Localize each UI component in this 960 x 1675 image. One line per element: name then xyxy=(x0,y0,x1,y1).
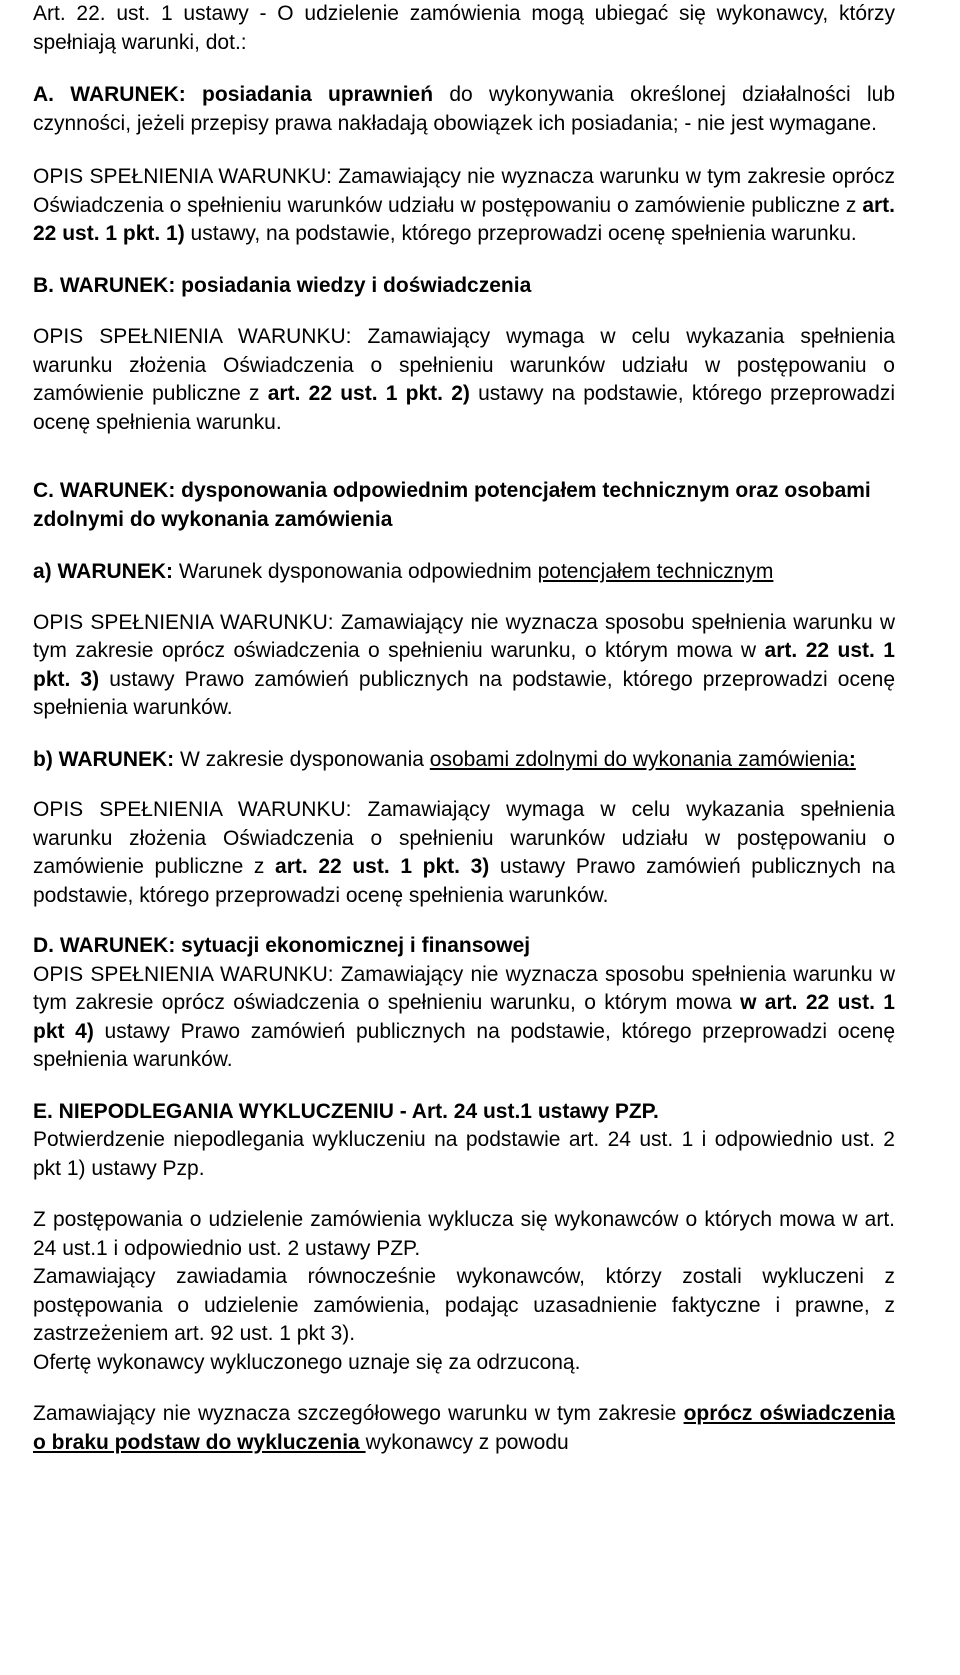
text-run: art. 22 ust. 1 pkt. 2) xyxy=(267,382,470,405)
text-run: Zamawiający nie wyznacza szczegółowego warunku w tym zakresie xyxy=(33,1402,684,1425)
text-run: C. WARUNEK: dysponowania odpowiednim potencjałem technicznym oraz osobami zdolnymi do wykonania zamówienia xyxy=(33,479,871,531)
text-run: w art. 22 ust. 1 pkt 4) xyxy=(33,991,895,1043)
text-run: a) WARUNEK: xyxy=(33,560,173,583)
paragraph xyxy=(33,0,895,57)
text-run: Zamawiający zawiadamia równocześnie wykonawców, którzy zostali wykluczeni z postępowania o udzielenie zamówienia, podając uzasadnienie faktyczne i prawne, z zastrzeżeniem art. 92 ust. 1 pkt 3). xyxy=(33,1265,895,1345)
text-run: Z postępowania o udzielenie zamówienia wyklucza się wykonawców o których mowa w art. 24 ust.1 i odpowiednio ust. 2 ustawy PZP. xyxy=(33,1208,895,1260)
text-run: Art. 22. ust. 1 ustawy - O udzielenie zamówienia mogą ubiegać się wykonawcy, którzy spełniają warunki, dot.: xyxy=(33,2,895,54)
text-run: Ofertę wykonawcy wykluczonego uznaje się za odrzuconą. xyxy=(33,1350,581,1374)
text-run: art. 22 ust. 1 pkt. 1) xyxy=(33,193,895,245)
text-run: ustawy na podstawie, którego przeprowadzi ocenę spełnienia warunku. xyxy=(33,382,895,434)
paragraph xyxy=(33,961,895,1075)
paragraph xyxy=(33,746,895,775)
document-body xyxy=(33,0,895,1457)
text-run: art. 22 ust. 1 pkt. 3) xyxy=(275,855,490,878)
paragraph xyxy=(33,81,895,138)
paragraph xyxy=(33,609,895,723)
text-run: do wykonywania określonej działalności lub czynności, jeżeli przepisy prawa nakładają obowiązek ich posiadania; - nie jest wymagane. xyxy=(33,83,895,135)
text-run: A. WARUNEK: posiadania uprawnień xyxy=(33,83,434,106)
paragraph xyxy=(33,1126,895,1183)
text-run: OPIS SPEŁNIENIA WARUNKU: Zamawiający wymaga w celu wykazania spełnienia warunku złożenia Oświadczenia o spełnieniu warunków udziału w postępowaniu o zamówienie publiczne z xyxy=(33,325,895,405)
text-run: art. 22 ust. 1 pkt. 3) xyxy=(33,639,895,691)
text-run: potencjałem technicznym xyxy=(537,560,774,583)
paragraph xyxy=(33,323,895,437)
paragraph xyxy=(33,1098,895,1127)
text-run: ustawy Prawo zamówień publicznych na podstawie, którego przeprowadzi ocenę spełnienia warunków. xyxy=(33,1019,895,1071)
paragraph xyxy=(33,1349,895,1378)
text-run: ustawy Prawo zamówień publicznych na podstawie, którego przeprowadzi ocenę spełnienia warunków. xyxy=(33,855,895,907)
text-run: D. WARUNEK: sytuacji ekonomicznej i finansowej xyxy=(33,934,531,957)
text-run: W zakresie dysponowania xyxy=(174,747,430,771)
text-run: Warunek dysponowania odpowiednim xyxy=(173,560,538,583)
paragraph xyxy=(33,1400,895,1457)
text-run: OPIS SPEŁNIENIA WARUNKU: Zamawiający wymaga w celu wykazania spełnienia warunku złożenia Oświadczenia o spełnieniu warunków udziału w postępowaniu o zamówienie publiczne z xyxy=(33,798,895,878)
text-run: wykonawcy z powodu xyxy=(365,1430,569,1454)
paragraph xyxy=(33,1206,895,1263)
text-run: Potwierdzenie niepodlegania wykluczeniu na podstawie art. 24 ust. 1 i odpowiednio ust. 2 pkt 1) ustawy Pzp. xyxy=(33,1128,895,1180)
paragraph xyxy=(33,1263,895,1349)
text-run: OPIS SPEŁNIENIA WARUNKU: Zamawiający nie wyznacza warunku w tym zakresie oprócz Oświadczenia o spełnieniu warunków udziału w postępowaniu o zamówienie publiczne z xyxy=(33,165,895,217)
paragraph xyxy=(33,558,895,587)
text-run: ustawy, na podstawie, którego przeprowadzi ocenę spełnienia warunku. xyxy=(184,222,857,245)
text-run: OPIS SPEŁNIENIA WARUNKU: Zamawiający nie wyznacza sposobu spełnienia warunku w tym zakresie oprócz oświadczenia o spełnieniu warunku, o którym mowa w xyxy=(33,610,895,662)
text-run: osobami zdolnymi do wykonania zamówienia xyxy=(429,747,849,771)
text-run: E. NIEPODLEGANIA WYKLUCZENIU - Art. 24 ust.1 ustawy PZP. xyxy=(33,1099,659,1123)
paragraph xyxy=(33,796,895,910)
paragraph xyxy=(33,272,895,301)
text-run: B. WARUNEK: posiadania wiedzy i doświadczenia xyxy=(33,273,532,297)
paragraph xyxy=(33,477,895,534)
text-run: : xyxy=(848,747,856,771)
paragraph xyxy=(33,932,895,961)
paragraph xyxy=(33,163,895,249)
text-run: b) WARUNEK: xyxy=(33,747,175,771)
text-run: OPIS SPEŁNIENIA WARUNKU: Zamawiający nie wyznacza sposobu spełnienia warunku w tym zakresie oprócz oświadczenia o spełnieniu warunku, o którym mowa xyxy=(33,962,895,1014)
text-run: ustawy Prawo zamówień publicznych na podstawie, którego przeprowadzi ocenę spełnienia warunków. xyxy=(33,667,895,719)
text-run: oprócz oświadczenia o braku podstaw do wykluczenia xyxy=(33,1402,895,1454)
